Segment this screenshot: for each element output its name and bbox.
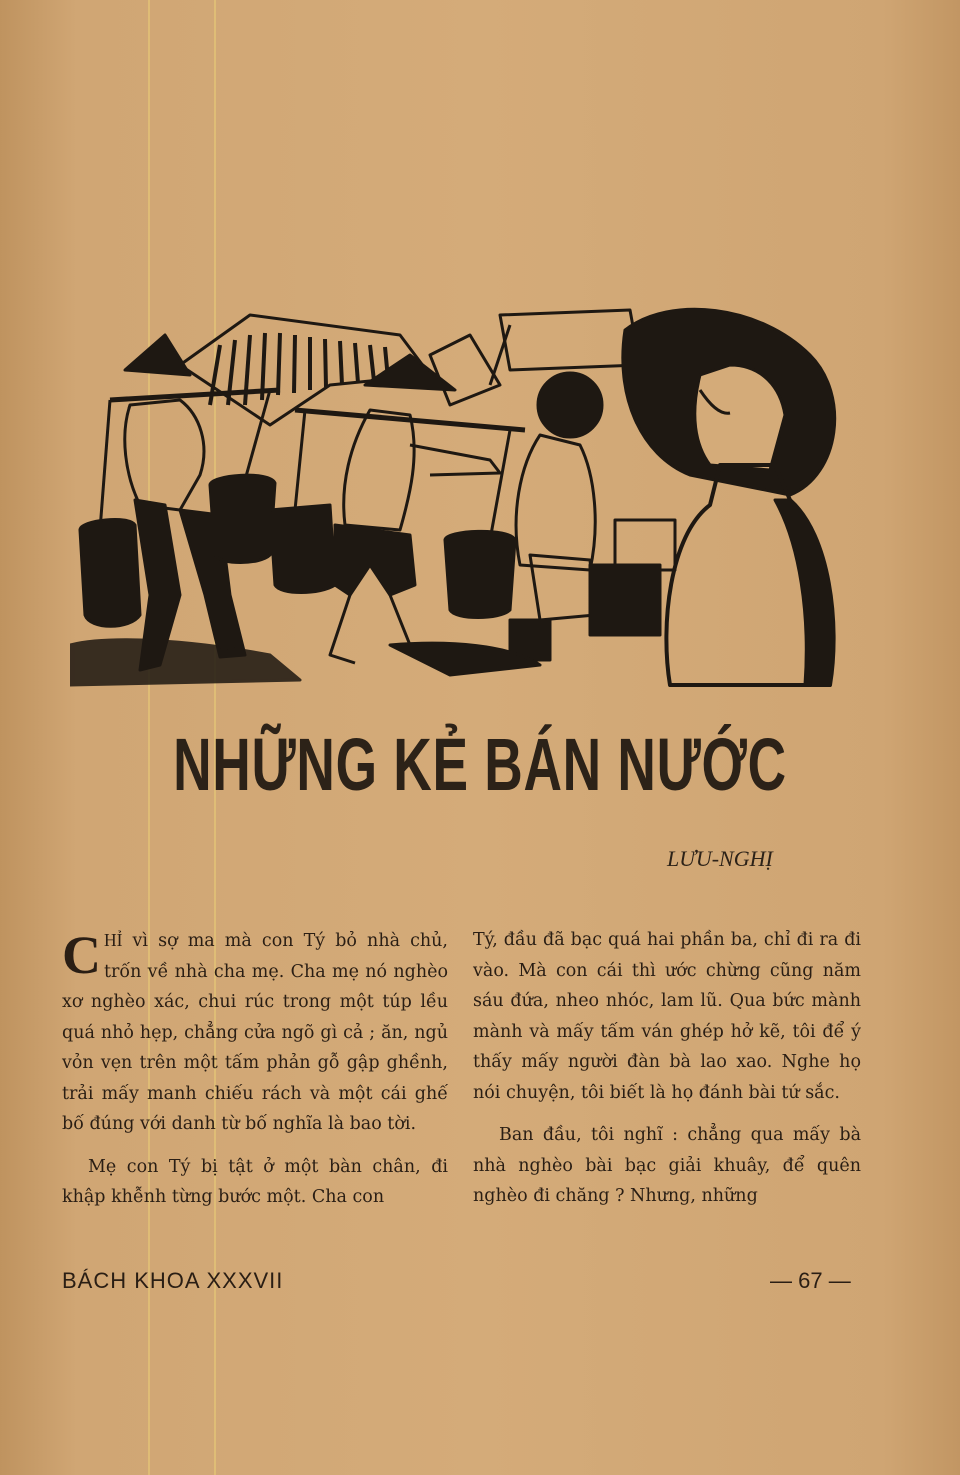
water-sellers-illustration-icon <box>70 295 850 690</box>
lead-caps: HỈ <box>104 930 123 950</box>
paragraph: Tý, đầu đã bạc quá hai phần ba, chỉ đi ra đi vào. Mà con cái thì ước chừng cũng năm sáu đứa, nheo nhóc, lam lũ. Qua bức mành mành và mấy tấm ván ghép hở kẽ, tôi để ý thấy mấy người đàn bà lao xao. Nghe họ nói chuyện, tôi biết là họ đánh bài tứ sắc. <box>473 930 861 1103</box>
paragraph-text: vì sợ ma mà con Tý bỏ nhà chủ, trốn về nhà cha mẹ. Cha mẹ nó nghèo xơ nghèo xác, chui rúc trong một túp lều quá nhỏ hẹp, chẳng cửa ngõ gì cả ; ăn, ngủ vỏn vẹn trên một tấm phản gỗ gập ghềnh, trải mấy manh chiếu rách và một cái ghế bố đúng với danh từ bố nghĩa là bao tời. <box>62 931 448 1134</box>
magazine-issue-label: BÁCH KHOA XXXVII <box>62 1268 284 1293</box>
page-number: — 67 — <box>770 1268 851 1293</box>
right-column <box>473 925 861 1224</box>
paragraph: Mẹ con Tý bị tật ở một bàn chân, đi khập khễnh từng bước một. Cha con <box>62 1156 448 1207</box>
paragraph <box>62 925 448 1140</box>
article-title: NHỮNG KẺ BÁN NƯỚC <box>173 723 787 806</box>
paragraph: Ban đầu, tôi nghĩ : chẳng qua mấy bà nhà nghèo bài bạc giải khuây, để quên nghèo đi chăng ? Nhưng, những <box>473 1125 861 1206</box>
left-column <box>62 925 448 1225</box>
drop-cap: C <box>62 925 101 985</box>
article-author: LƯU-NGHỊ <box>667 846 773 871</box>
